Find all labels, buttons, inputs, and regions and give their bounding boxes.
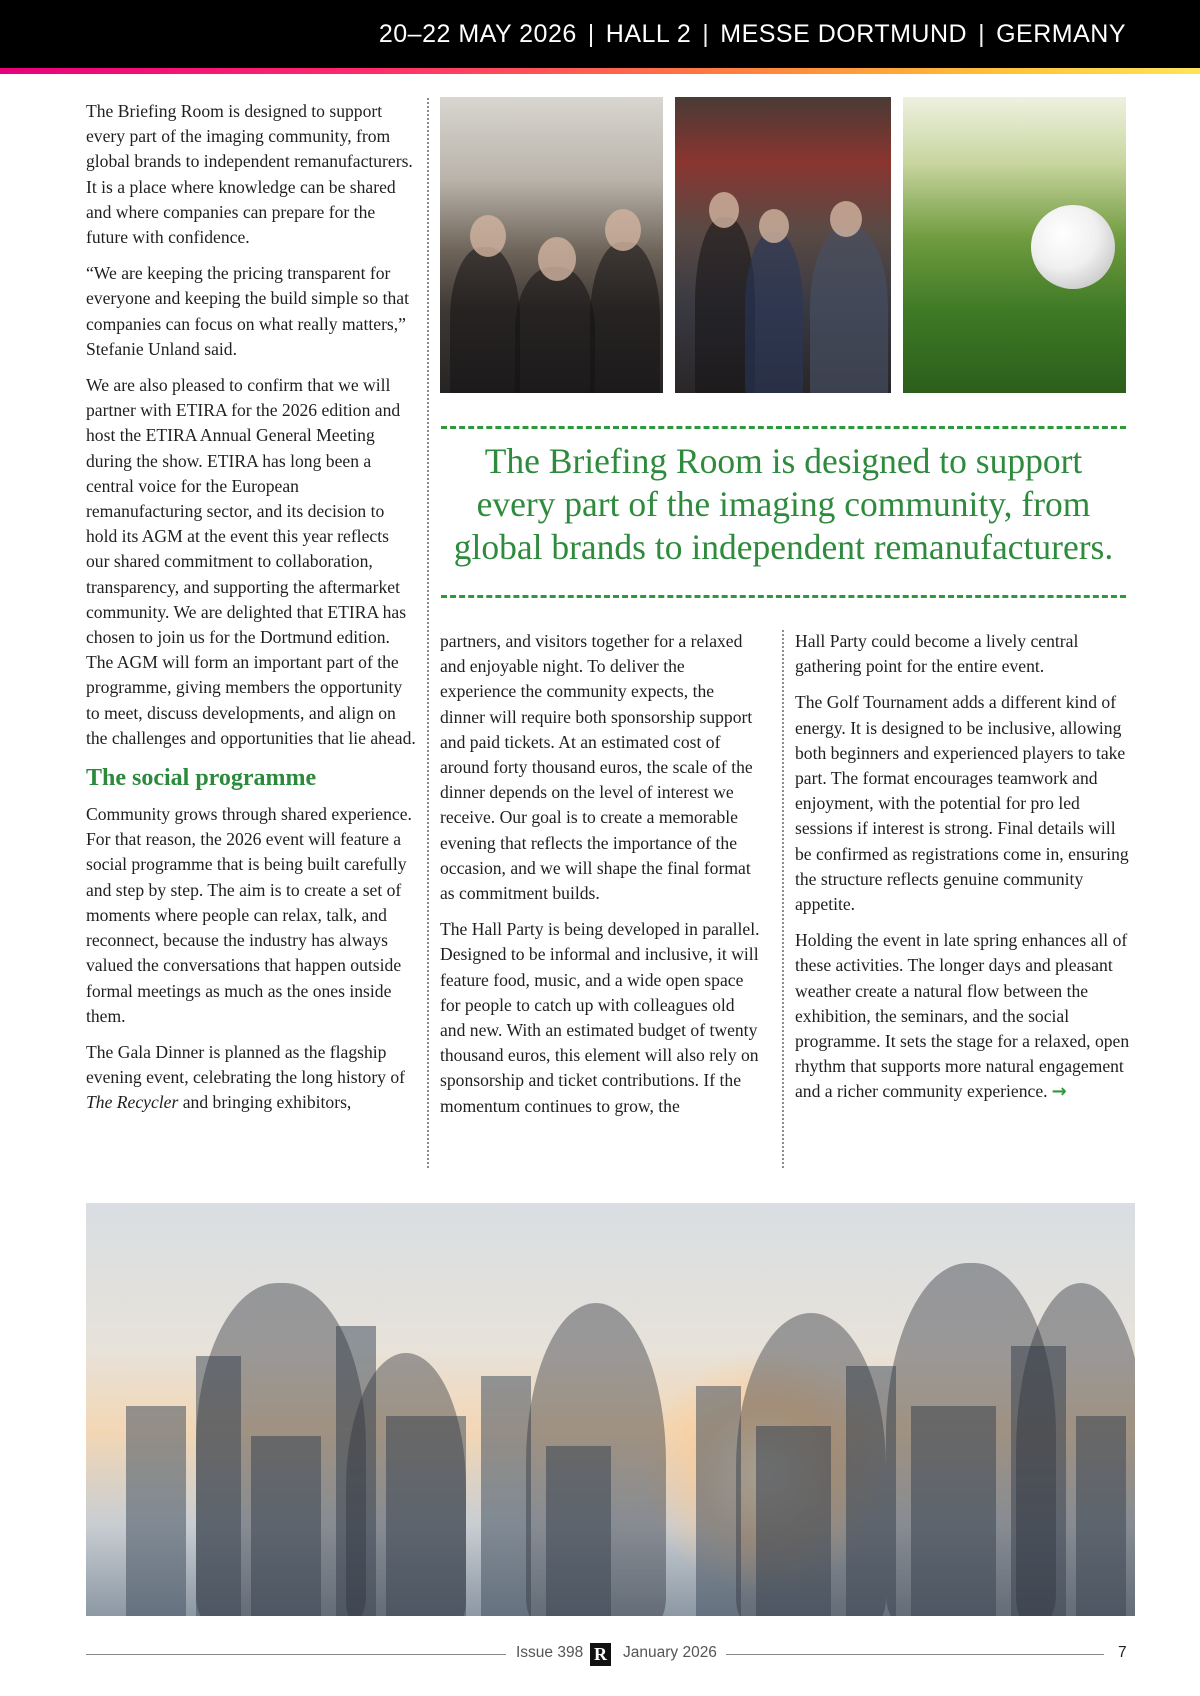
article-column-3 <box>795 629 1130 1105</box>
networking-photo <box>440 97 663 393</box>
paragraph: Hall Party could become a lively central gathering point for the entire event. <box>795 631 1079 677</box>
text-run: Holding the event in late spring enhances all of these activities. The longer days and pleasant weather create a natural flow between the exhibition, the seminars, and the social programme. It sets the stage for a relaxed, open rhythm that supports more natural engagement and a richer community experience. <box>795 930 1130 1102</box>
paragraph: The Golf Tournament adds a different kind of energy. It is designed to be inclusive, allowing both beginners and experienced players to take part. The format encourages teamwork and enjoyment, with the potential for pro led sessions if interest is strong. Final details will be confirmed as registrations come in, ensuring the structure reflects genuine community appetite. <box>795 692 1129 915</box>
issue-number: Issue 398 <box>516 1644 584 1661</box>
paragraph: partners, and visitors together for a relaxed and enjoyable night. To deliver the experience the community expects, the dinner will require both sponsorship support and paid tickets. At an estimated cost of around forty thousand euros, the scale of the dinner depends on the level of interest we receive. Our goal is to create a memorable evening that reflects the importance of the occasion, and we will shape the final format as commitment builds. <box>440 631 753 904</box>
arrow-right-icon: → <box>1051 1081 1067 1103</box>
event-country: GERMANY <box>996 20 1126 48</box>
text-run: and bringing exhibitors, <box>178 1092 352 1113</box>
golf-ball <box>1031 205 1115 289</box>
figure-shape <box>810 227 888 393</box>
column-divider <box>782 630 784 1168</box>
separator: | <box>978 20 986 48</box>
building-shape <box>696 1386 741 1616</box>
publication-title: The Recycler <box>86 1092 179 1113</box>
person-silhouette <box>736 1313 886 1616</box>
person-silhouette <box>196 1283 366 1616</box>
header-gradient-rule <box>0 68 1200 74</box>
paragraph: The Briefing Room is designed to support every part of the imaging community, from global brands to independent remanufacturers. It is a place where knowledge can be shared and where companies can prepare for the future with confidence. <box>86 101 413 248</box>
figure-shape <box>605 209 641 251</box>
paragraph: “We are keeping the pricing transparent for everyone and keeping the build simple so that companies can focus on what really matters,” Stefanie Unland said. <box>86 263 409 359</box>
recycler-logo: R <box>590 1643 611 1666</box>
hall-party-photo <box>675 97 891 393</box>
golf-ball-photo <box>903 97 1126 393</box>
footer-rule <box>86 1654 506 1655</box>
building-shape <box>481 1376 531 1616</box>
event-info <box>379 20 1126 49</box>
event-venue: MESSE DORTMUND <box>720 20 968 48</box>
text-run: The Gala Dinner is planned as the flagship evening event, celebrating the long history of <box>86 1041 406 1088</box>
separator: | <box>587 20 595 48</box>
paragraph: We are also pleased to confirm that we will partner with ETIRA for the 2026 edition and host the ETIRA Annual General Meeting during the show. ETIRA has long been a central voice for the European remanufacturing sector, and its decision to hold its AGM at the event this year reflects our shared commitment to collaboration, transparency, and supporting the aftermarket community. We are delighted that ETIRA has chosen to join us for the Dortmund edition. The AGM will form an important part of the programme, giving members the opportunity to meet, discuss developments, and align on the challenges and opportunities that lie ahead. <box>86 375 416 748</box>
paragraph: Community grows through shared experience. For that reason, the 2026 event will feature a social programme that is being built carefully and step by step. The aim is to create a set of moments where people can relax, talk, and reconnect, because the industry has always valued the conversations that happen outside formal meetings as much as the ones inside them. <box>86 804 412 1026</box>
person-silhouette <box>1016 1283 1135 1616</box>
paragraph: The Hall Party is being developed in parallel. Designed to be informal and inclusive, it will feature food, music, and a wide open space for people to catch up with colleagues old and new. With an estimated budget of twenty thousand euros, this element will also rely on sponsorship and ticket contributions. If the momentum continues to grow, the <box>440 919 760 1116</box>
footer-rule <box>726 1654 1104 1655</box>
business-silhouettes-illustration <box>86 1203 1135 1616</box>
building-shape <box>126 1406 186 1616</box>
paragraph <box>86 1040 416 1116</box>
figure-shape <box>450 247 520 393</box>
figure-shape <box>745 232 803 393</box>
figure-shape <box>515 267 595 393</box>
figure-shape <box>538 237 576 281</box>
person-silhouette <box>346 1353 466 1616</box>
event-dates: 20–22 MAY 2026 <box>378 20 577 48</box>
pull-quote: The Briefing Room is designed to support every part of the imaging community, from global brands to independent remanufacturers. <box>453 441 1114 567</box>
article-column-2 <box>440 629 760 1119</box>
page-number: 7 <box>1118 1644 1127 1661</box>
pull-quote-rule <box>441 426 1126 429</box>
figure-shape <box>590 242 660 393</box>
article-column-1 <box>86 99 416 1116</box>
figure-shape <box>709 192 739 228</box>
figure-shape <box>470 215 506 257</box>
figure-shape <box>830 201 862 237</box>
column-divider <box>427 98 429 1168</box>
person-silhouette <box>526 1303 666 1616</box>
issue-date: January 2026 <box>623 1644 717 1661</box>
section-heading: The social programme <box>86 765 317 792</box>
separator: | <box>702 20 710 48</box>
pull-quote-rule <box>441 595 1126 598</box>
header-bar <box>0 0 1200 68</box>
figure-shape <box>759 209 789 243</box>
event-hall: HALL 2 <box>605 20 692 48</box>
paragraph <box>795 928 1130 1104</box>
